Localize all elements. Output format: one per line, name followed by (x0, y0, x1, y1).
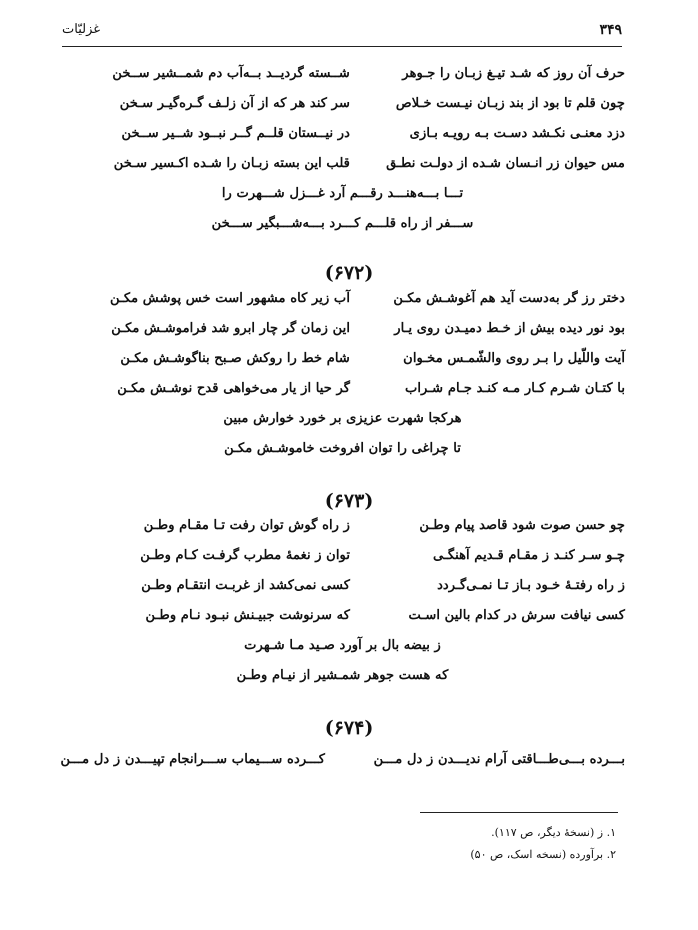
couplet (60, 62, 625, 92)
running-title: غزلیّات (62, 22, 101, 37)
hemistich: چو حسن صوت شود قاصد پیام وطـن (419, 518, 625, 533)
hemistich: توان ز نغمهٔ مطرب گرفـت کـام وطـن (140, 548, 350, 563)
hemistich: شــسته گردیــد بــه‌آب دم شمــشیر ســخن (112, 66, 350, 81)
closing-couplet-line (60, 212, 625, 242)
hemistich: سر کند هر که از آن زلـف گـره‌گیـر سـخن (119, 96, 350, 111)
hemistich: حرف آن روز که شـد تیـغ زبـان را جـوهر (402, 66, 625, 81)
hemistich: چـو سـر کنـد ز مقـام قـدیم آهنگـی (432, 548, 625, 563)
hemistich: کـــرده ســـیماب ســـرانجام تپیـــدن ز دل مـــن (60, 752, 325, 767)
couplet (60, 748, 625, 778)
hemistich: مس حیوان زر انـسان شـده از دولـت نطـق (386, 156, 625, 171)
hemistich: کسی نیافت سرش در کدام بالین اسـت (408, 608, 625, 623)
couplet (60, 122, 625, 152)
couplet (60, 92, 625, 122)
ghazal-674 (60, 748, 625, 778)
couplet (60, 377, 625, 407)
closing-couplet-line (60, 437, 625, 467)
couplet (60, 317, 625, 347)
hemistich: آیت واللّیل را بـر روی والشّمـس مخـوان (403, 351, 625, 366)
couplet (60, 347, 625, 377)
page-number: ۳۴۹ (599, 22, 622, 38)
ghazal-continuation (60, 62, 625, 242)
couplet (60, 287, 625, 317)
couplet (60, 574, 625, 604)
footnote: ۱. ز (نسخهٔ دیگر، ص ۱۱۷). (491, 826, 616, 839)
hemistich: کسی نمی‌کشد از غربـت انتقـام وطـن (141, 578, 350, 593)
couplet (60, 152, 625, 182)
hemistich: که هست جوهر شمـشیر از نیـام وطـن (236, 668, 449, 683)
hemistich: ز راه رفتـهٔ خـود بـاز تـا نمـی‌گـردد (437, 578, 625, 593)
hemistich: آب زیر کاه مشهور است خس پوشش مکـن (109, 291, 350, 306)
footnote: ۲. برآورده (نسخه اسک، ص ۵۰) (470, 848, 616, 861)
closing-couplet-line (60, 634, 625, 664)
hemistich: در نیــستان قلــم گــر نبــود شــیر ســخن (121, 126, 350, 141)
closing-couplet-line (60, 407, 625, 437)
hemistich: دزد معنـی نکـشد دسـت بـه رویـه بـازی (409, 126, 625, 141)
hemistich: گر حیا از یار می‌خواهی قدح نوشـش مکـن (117, 381, 350, 396)
hemistich: با کتـان شـرم کـار مـه کنـد جـام شـراب (404, 381, 625, 396)
ghazal-673 (60, 514, 625, 694)
hemistich: تـــا بـــه‌هنـــد رقـــم آرد غـــزل شـــهرت را (221, 186, 464, 201)
hemistich: این زمان گر چار ابرو شد فراموشـش مکـن (111, 321, 350, 336)
couplet (60, 514, 625, 544)
couplet (60, 604, 625, 634)
ghazal-number: (۶۷۳) (324, 490, 374, 512)
hemistich: هرکجا شهرت عزیزی بر خورد خوارش مبین (223, 411, 462, 426)
hemistich: بـــرده بـــی‌طـــاقتی آرام ندیـــدن ز دل مـــن (373, 752, 625, 767)
hemistich: قلب این بسته زبـان را شـده اکـسیر سـخن (113, 156, 350, 171)
hemistich: ز راه گوش توان رفت تـا مقـام وطـن (143, 518, 350, 533)
closing-couplet-line (60, 664, 625, 694)
hemistich: چون قلم تا بود از بند زبـان نیـست خـلاص (395, 96, 625, 111)
hemistich: شام خط را روکش صـبح بناگوشـش مکـن (120, 351, 350, 366)
running-header (62, 22, 622, 47)
hemistich: ز بیضه بال بر آورد صـید مـا شـهرت (244, 638, 441, 653)
hemistich: تا چراغی را توان افروخت خاموشـش مکـن (224, 441, 461, 456)
hemistich: بود نور دیده بیش از خـط دمیـدن روی یـار (394, 321, 625, 336)
hemistich: دختر رز گر به‌دست آید هم آغوشـش مکـن (393, 291, 625, 306)
ghazal-number: (۶۷۲) (324, 262, 374, 284)
footnote-divider (420, 812, 618, 813)
couplet (60, 544, 625, 574)
hemistich: که سرنوشت جبیـنش نبـود نـام وطـن (145, 608, 350, 623)
closing-couplet-line (60, 182, 625, 212)
hemistich: ســـفر از راه قلـــم کـــرد بـــه‌شـــبگیر ســـخن (211, 216, 474, 231)
footnotes (470, 822, 616, 866)
ghazal-672 (60, 287, 625, 467)
ghazal-number: (۶۷۴) (324, 717, 374, 739)
